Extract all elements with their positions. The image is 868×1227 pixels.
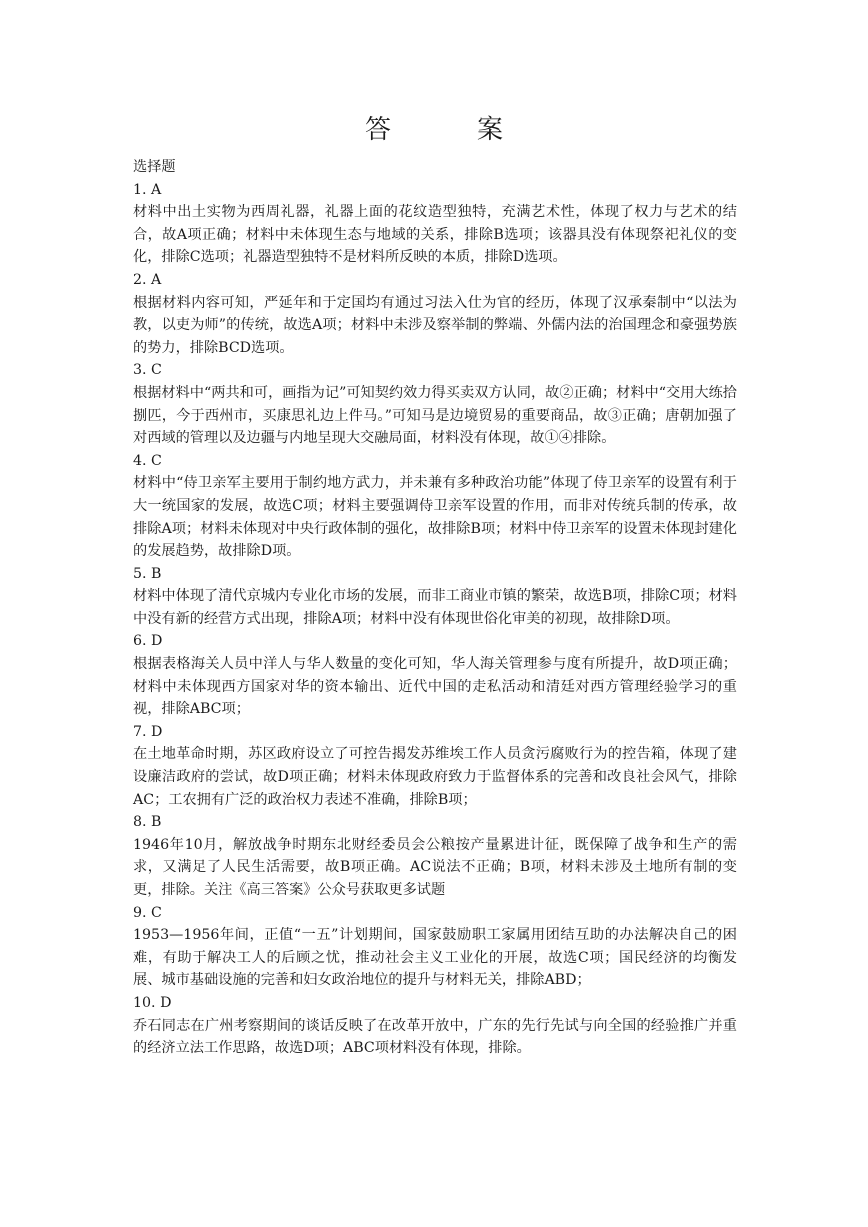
question-answer: 1. A [133,181,162,198]
answer-content [133,156,737,1060]
question-explanation: 根据表格海关人员中洋人与华人数量的变化可知，华人海关管理参与度有所提升，故D项正确；材料中未体现西方国家对华的资本输出、近代中国的走私活动和清廷对西方管理经验学习的重视，排除ABC项； [133,656,737,718]
section-label: 选择题 [133,159,176,175]
question-explanation: 在土地革命时期，苏区政府设立了可控告揭发苏维埃工作人员贪污腐败行为的控告箱，体现了建设廉洁政府的尝试，故D项正确；材料未体现政府致力于监督体系的完善和改良社会风气，排除AC；工农拥有广泛的政治权力表述不准确，排除B项； [133,746,737,808]
question-explanation: 根据材料中“两共和可，画指为记”可知契约效力得买卖双方认同，故②正确；材料中“交用大练拾捌匹，今于西州市，买康思礼边上件马。”可知马是边境贸易的重要商品，故③正确；唐朝加强了对西域的管理以及边疆与内地呈现大交融局面，材料没有体现，故①④排除。 [133,384,737,447]
question-explanation: 材料中体现了清代京城内专业化市场的发展，而非工商业市镇的繁荣，故选B项，排除C项；材料中没有新的经营方式出现，排除A项；材料中没有体现世俗化审美的初现，故排除D项。 [133,588,737,627]
question-answer: 7. D [133,723,163,740]
question-2 [133,269,737,359]
question-4 [133,450,737,563]
question-3 [133,359,737,449]
question-answer: 8. B [133,814,162,831]
question-explanation: 根据材料内容可知，严延年和于定国均有通过习法入仕为官的经历，体现了汉承秦制中“以法为教，以吏为师”的传统，故选A项；材料中未涉及察举制的弊端、外儒内法的治国理念和豪强势族的势力，排除BCD选项。 [133,294,737,356]
question-1 [133,179,737,269]
question-5 [133,563,737,631]
question-answer: 3. C [133,362,162,379]
question-6 [133,630,737,720]
page-title: 答 案 [364,115,533,145]
question-answer: 4. C [133,452,162,469]
question-7 [133,721,737,811]
question-answer: 5. B [133,565,162,582]
question-explanation: 1946年10月，解放战争时期东北财经委员会公粮按产量累进计征，既保障了战争和生产的需求，又满足了人民生活需要，故B项正确。AC说法不正确；B项，材料未涉及土地所有制的变更，排除。关注《高三答案》公众号获取更多试题 [133,836,737,898]
question-8 [133,811,737,901]
question-answer: 6. D [133,633,163,650]
question-9 [133,902,737,992]
question-explanation: 材料中“侍卫亲军主要用于制约地方武力，并未兼有多种政治功能”体现了侍卫亲军的设置有利于大一统国家的发展，故选C项；材料主要强调侍卫亲军设置的作用，而非对传统兵制的传承，故排除A项；材料未体现对中央行政体制的强化，故排除B项；材料中侍卫亲军的设置未体现封建化的发展趋势，故排除D项。 [133,475,737,560]
question-10 [133,992,737,1060]
question-answer: 2. A [133,271,162,288]
question-answer: 9. C [133,904,162,921]
question-answer: 10. D [133,994,172,1011]
question-explanation: 材料中出土实物为西周礼器，礼器上面的花纹造型独特，充满艺术性，体现了权力与艺术的结合，故A项正确；材料中未体现生态与地域的关系，排除B选项；该器具没有体现祭祀礼仪的变化，排除C选项；礼器造型独特不是材料所反映的本质，排除D选项。 [133,204,737,266]
question-explanation: 乔石同志在广州考察期间的谈话反映了在改革开放中，广东的先行先试与向全国的经验推广并重的经济立法工作思路，故选D项；ABC项材料没有体现，排除。 [133,1017,737,1057]
question-explanation: 1953—1956年间，正值“一五”计划期间，国家鼓励职工家属用团结互助的办法解决自己的困难，有助于解决工人的后顾之忧，推动社会主义工业化的开展，故选C项；国民经济的均衡发展、城市基础设施的完善和妇女政治地位的提升与材料无关，排除ABD； [133,927,737,989]
